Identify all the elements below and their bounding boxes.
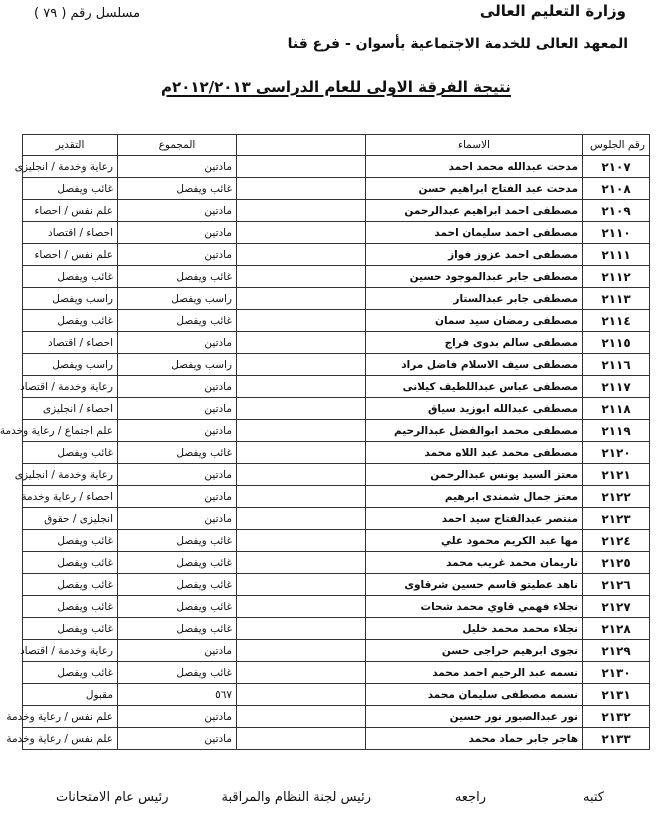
- blank-cell: [237, 178, 366, 200]
- table-row: [23, 420, 650, 442]
- total-cell: مادتين: [118, 420, 237, 442]
- student-name-cell: معتز السيد يونس عبدالرحمن: [366, 464, 583, 486]
- grade-cell: احصاء / رعاية وخدمة: [23, 486, 118, 508]
- table-row: [23, 354, 650, 376]
- table-row: [23, 684, 650, 706]
- total-cell: مادتين: [118, 222, 237, 244]
- seat-number-cell: ٢١١٢: [583, 266, 650, 288]
- table-row: [23, 376, 650, 398]
- seat-number-cell: ٢١١٩: [583, 420, 650, 442]
- student-name-cell: هاجر جابر حماد محمد: [366, 728, 583, 750]
- grade-cell: علم نفس / احصاء: [23, 200, 118, 222]
- grade-cell: غائب ويفصل: [23, 178, 118, 200]
- grade-cell: رعاية وخدمة / اقتصاد: [23, 376, 118, 398]
- student-name-cell: مها عبد الكريم محمود علي: [366, 530, 583, 552]
- student-name-cell: مدحت عبدالله محمد احمد: [366, 156, 583, 178]
- seat-number-cell: ٢١٣٣: [583, 728, 650, 750]
- total-cell: راسب ويفصل: [118, 354, 237, 376]
- seat-number-cell: ٢١٢٨: [583, 618, 650, 640]
- table-row: [23, 266, 650, 288]
- table-row: [23, 332, 650, 354]
- grade-cell: راسب ويفصل: [23, 354, 118, 376]
- total-cell: ٥٦٧: [118, 684, 237, 706]
- table-row: [23, 200, 650, 222]
- grade-cell: غائب ويفصل: [23, 530, 118, 552]
- header-grade: التقدير: [23, 135, 118, 156]
- blank-cell: [237, 156, 366, 178]
- total-cell: غائب ويفصل: [118, 552, 237, 574]
- seat-number-cell: ٢١٢٦: [583, 574, 650, 596]
- student-name-cell: منتصر عبدالفتاح سيد احمد: [366, 508, 583, 530]
- student-name-cell: ناريمان محمد غريب محمد: [366, 552, 583, 574]
- seat-number-cell: ٢١٢٣: [583, 508, 650, 530]
- grade-cell: رعاية وخدمة / اقتصاد: [23, 640, 118, 662]
- header-names: الاسماء: [366, 135, 583, 156]
- student-name-cell: مصطفى احمد ابراهيم عبدالرحمن: [366, 200, 583, 222]
- student-name-cell: نجلاء فهمي قاوي محمد شحات: [366, 596, 583, 618]
- table-row: [23, 464, 650, 486]
- grade-cell: علم اجتماع / رعاية وخدمة: [23, 420, 118, 442]
- table-row: [23, 508, 650, 530]
- blank-cell: [237, 662, 366, 684]
- table-row: [23, 244, 650, 266]
- seat-number-cell: ٢١١٦: [583, 354, 650, 376]
- total-cell: غائب ويفصل: [118, 596, 237, 618]
- grade-cell: انجليزى / حقوق: [23, 508, 118, 530]
- table-row: [23, 530, 650, 552]
- blank-cell: [237, 398, 366, 420]
- seat-number-cell: ٢١٢٤: [583, 530, 650, 552]
- table-header-row: [23, 135, 650, 156]
- student-name-cell: نسمه مصطفى سليمان محمد: [366, 684, 583, 706]
- blank-cell: [237, 596, 366, 618]
- blank-cell: [237, 728, 366, 750]
- seat-number-cell: ٢١١٥: [583, 332, 650, 354]
- table-row: [23, 640, 650, 662]
- blank-cell: [237, 354, 366, 376]
- total-cell: مادتين: [118, 376, 237, 398]
- blank-cell: [237, 530, 366, 552]
- blank-cell: [237, 288, 366, 310]
- table-row: [23, 156, 650, 178]
- grade-cell: غائب ويفصل: [23, 310, 118, 332]
- grade-cell: غائب ويفصل: [23, 442, 118, 464]
- grade-cell: مقبول: [23, 684, 118, 706]
- student-name-cell: نجلاء محمد محمد خليل: [366, 618, 583, 640]
- seat-number-cell: ٢١٢٥: [583, 552, 650, 574]
- seat-number-cell: ٢١١٨: [583, 398, 650, 420]
- blank-cell: [237, 200, 366, 222]
- blank-cell: [237, 310, 366, 332]
- seat-number-cell: ٢١٠٧: [583, 156, 650, 178]
- student-name-cell: مصطفى عبدالله ابوزيد سياق: [366, 398, 583, 420]
- student-name-cell: مصطفى محمد عبد اللاه محمد: [366, 442, 583, 464]
- blank-cell: [237, 464, 366, 486]
- results-table: [0, 134, 650, 750]
- student-name-cell: مصطفى محمد ابوالفضل عبدالرحيم: [366, 420, 583, 442]
- student-name-cell: نسمه عبد الرحيم احمد محمد: [366, 662, 583, 684]
- table-row: [23, 574, 650, 596]
- signature-reviewer: راجعه: [454, 790, 486, 805]
- total-cell: غائب ويفصل: [118, 618, 237, 640]
- table-row: [23, 178, 650, 200]
- student-name-cell: مصطفى جابر عبدالموجود حسين: [366, 266, 583, 288]
- table-row: [23, 398, 650, 420]
- table-row: [23, 662, 650, 684]
- grade-cell: احصاء / اقتصاد: [23, 332, 118, 354]
- table-row: [23, 222, 650, 244]
- blank-cell: [237, 640, 366, 662]
- total-cell: مادتين: [118, 156, 237, 178]
- grade-cell: رعاية وخدمة / انجليزى: [23, 156, 118, 178]
- grade-cell: غائب ويفصل: [23, 266, 118, 288]
- blank-cell: [237, 684, 366, 706]
- total-cell: مادتين: [118, 486, 237, 508]
- grade-cell: علم نفس / رعاية وخدمة: [23, 728, 118, 750]
- total-cell: مادتين: [118, 398, 237, 420]
- total-cell: غائب ويفصل: [118, 662, 237, 684]
- student-name-cell: مصطفى رمضان سيد سمان: [366, 310, 583, 332]
- total-cell: غائب ويفصل: [118, 574, 237, 596]
- student-name-cell: مصطفى احمد عزوز فواز: [366, 244, 583, 266]
- signature-committee-head: رئيس لجنة النظام والمراقبة: [221, 790, 371, 805]
- student-name-cell: مصطفى سيف الاسلام فاضل مراد: [366, 354, 583, 376]
- grade-cell: رعاية وخدمة / انجليزى: [23, 464, 118, 486]
- total-cell: غائب ويفصل: [118, 530, 237, 552]
- grade-cell: غائب ويفصل: [23, 662, 118, 684]
- seat-number-cell: ٢١٣١: [583, 684, 650, 706]
- total-cell: مادتين: [118, 706, 237, 728]
- grade-cell: علم نفس / رعاية وخدمة: [23, 706, 118, 728]
- total-cell: غائب ويفصل: [118, 310, 237, 332]
- header-total: المجموع: [118, 135, 237, 156]
- blank-cell: [237, 420, 366, 442]
- student-name-cell: مصطفى سالم بدوى فراج: [366, 332, 583, 354]
- blank-cell: [237, 618, 366, 640]
- total-cell: مادتين: [118, 464, 237, 486]
- student-name-cell: مصطفى عباس عبداللطيف كيلانى: [366, 376, 583, 398]
- table-row: [23, 442, 650, 464]
- header-blank: [237, 135, 366, 156]
- grade-cell: غائب ويفصل: [23, 618, 118, 640]
- grade-cell: راسب ويفصل: [23, 288, 118, 310]
- total-cell: غائب ويفصل: [118, 442, 237, 464]
- table-row: [23, 618, 650, 640]
- blank-cell: [237, 508, 366, 530]
- student-name-cell: مصطفى احمد سليمان احمد: [366, 222, 583, 244]
- student-name-cell: نجوى ابرهيم حراجى حسن: [366, 640, 583, 662]
- seat-number-cell: ٢١١٤: [583, 310, 650, 332]
- seat-number-cell: ٢١٢٢: [583, 486, 650, 508]
- grade-cell: احصاء / اقتصاد: [23, 222, 118, 244]
- blank-cell: [237, 222, 366, 244]
- seat-number-cell: ٢١٢٠: [583, 442, 650, 464]
- blank-cell: [237, 332, 366, 354]
- total-cell: غائب ويفصل: [118, 178, 237, 200]
- blank-cell: [237, 442, 366, 464]
- signature-writer: كتبه: [582, 790, 604, 805]
- total-cell: مادتين: [118, 244, 237, 266]
- student-name-cell: ناهد عطيتو قاسم حسين شرقاوى: [366, 574, 583, 596]
- total-cell: راسب ويفصل: [118, 288, 237, 310]
- table-row: [23, 728, 650, 750]
- signature-exams-head: رئيس عام الامتحانات: [56, 790, 169, 805]
- seat-number-cell: ٢١٠٩: [583, 200, 650, 222]
- seat-number-cell: ٢١٣٠: [583, 662, 650, 684]
- grade-cell: غائب ويفصل: [23, 574, 118, 596]
- seat-number-cell: ٢١٠٨: [583, 178, 650, 200]
- table-row: [23, 552, 650, 574]
- blank-cell: [237, 244, 366, 266]
- total-cell: مادتين: [118, 332, 237, 354]
- table-row: [23, 486, 650, 508]
- table-row: [23, 288, 650, 310]
- blank-cell: [237, 266, 366, 288]
- seat-number-cell: ٢١١٧: [583, 376, 650, 398]
- student-name-cell: مدحت عبد الفتاح ابراهيم حسن: [366, 178, 583, 200]
- table-row: [23, 706, 650, 728]
- total-cell: مادتين: [118, 728, 237, 750]
- grade-cell: علم نفس / احصاء: [23, 244, 118, 266]
- total-cell: مادتين: [118, 200, 237, 222]
- document-title: نتيجة الفرقة الاولى للعام الدراسى ٢٠١٢/٢٠١٣م: [161, 78, 511, 96]
- seat-number-cell: ٢١٣٢: [583, 706, 650, 728]
- table-body: [0, 156, 650, 750]
- seat-number-cell: ٢١١١: [583, 244, 650, 266]
- grade-cell: احصاء / انجليزى: [23, 398, 118, 420]
- table-row: [23, 596, 650, 618]
- seat-number-cell: ٢١٢٩: [583, 640, 650, 662]
- blank-cell: [237, 574, 366, 596]
- total-cell: مادتين: [118, 640, 237, 662]
- seat-number-cell: ٢١٢١: [583, 464, 650, 486]
- ministry-name: وزارة التعليم العالى: [479, 2, 626, 20]
- seat-number-cell: ٢١٢٧: [583, 596, 650, 618]
- institute-name: المعهد العالى للخدمة الاجتماعية بأسوان - فرع قنا: [287, 36, 628, 52]
- seat-number-cell: ٢١١٠: [583, 222, 650, 244]
- student-name-cell: مصطفى جابر عبدالستار: [366, 288, 583, 310]
- seat-number-cell: ٢١١٣: [583, 288, 650, 310]
- blank-cell: [237, 706, 366, 728]
- table-row: [23, 310, 650, 332]
- blank-cell: [237, 376, 366, 398]
- student-name-cell: نور عبدالصبور نور حسين: [366, 706, 583, 728]
- serial-number: مسلسل رقم ( ٧٩ ): [34, 6, 141, 21]
- total-cell: مادتين: [118, 508, 237, 530]
- grade-cell: غائب ويفصل: [23, 552, 118, 574]
- blank-cell: [237, 486, 366, 508]
- student-name-cell: معتز جمال شمندى ابرهيم: [366, 486, 583, 508]
- blank-cell: [237, 552, 366, 574]
- header-seat-number: رقم الجلوس: [583, 135, 650, 156]
- total-cell: غائب ويفصل: [118, 266, 237, 288]
- grade-cell: غائب ويفصل: [23, 596, 118, 618]
